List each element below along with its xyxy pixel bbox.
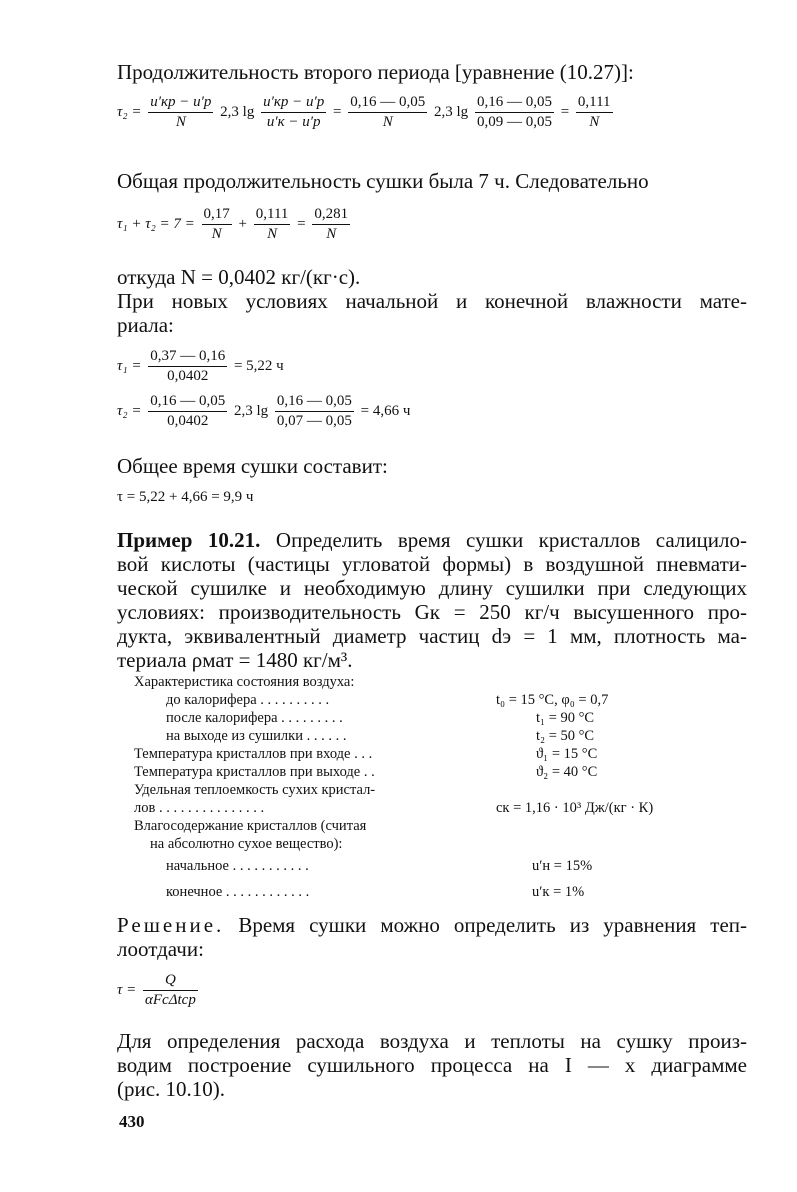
- eq1-frac2-den: u′к − u′р: [266, 114, 321, 130]
- row-value: u′к = 1%: [532, 884, 585, 900]
- equation-tau-total: τ = 5,22 + 4,66 = 9,9 ч: [117, 489, 254, 505]
- table-row: [134, 857, 694, 879]
- eq6-den: αFсΔtср: [145, 992, 196, 1008]
- eq6-num: Q: [143, 972, 198, 991]
- eq2-lhs: τ₁ + τ₂ = 7 =: [117, 216, 195, 232]
- solution-line-2: лоотдачи:: [117, 937, 204, 961]
- eq4-lg: 2,3 lg: [233, 403, 269, 419]
- solution-line-1: [117, 913, 747, 938]
- row-value: ϑ₂ = 40 °C: [536, 764, 598, 780]
- table-row: [134, 763, 694, 781]
- example-line-4: условиях: производительность Gк = 250 кг/ч высушенного про-: [117, 600, 747, 624]
- row-value: t₂ = 50 °C: [536, 728, 595, 744]
- eq3-frac-num: 0,37 — 0,16: [148, 348, 227, 367]
- eq4-frac2-den: 0,07 — 0,05: [276, 413, 352, 429]
- row-value: ϑ₁ = 15 °C: [536, 746, 598, 762]
- equation-tau1-new: [117, 348, 284, 385]
- row-label: Температура кристаллов при входе . . .: [134, 746, 373, 762]
- row-label: после калорифера . . . . . . . . .: [166, 710, 343, 726]
- eq4-frac2-num: 0,16 — 0,05: [275, 393, 354, 412]
- table-row: [134, 691, 694, 709]
- table-row: [134, 781, 694, 799]
- row-label: лов . . . . . . . . . . . . . . .: [134, 800, 265, 816]
- eq4-lhs: τ₂ =: [117, 403, 142, 419]
- equation-tau2-new: [117, 393, 410, 430]
- table-row: [134, 727, 694, 745]
- eq4-rhs: = 4,66 ч: [360, 403, 411, 419]
- example-line-3: ческой сушилке и необходимую длину сушилки при следующих: [117, 576, 747, 600]
- row-value: t₀ = 15 °C, φ₀ = 0,7: [496, 692, 609, 708]
- eq1-lg1: 2,3 lg: [220, 104, 255, 120]
- eq2-frac2-num: 0,111: [254, 206, 291, 225]
- row-label: до калорифера . . . . . . . . . .: [166, 692, 330, 708]
- text-line-total-time: Общее время сушки составит:: [117, 454, 388, 478]
- eq2-equals: =: [297, 216, 306, 232]
- eq1-frac1-num: u′кр − u′р: [148, 94, 213, 113]
- final-line-1: Для определения расхода воздуха и теплоты на сушку произ-: [117, 1029, 747, 1053]
- eq1-frac2-num: u′кр − u′р: [261, 94, 326, 113]
- eq1-frac3-den: N: [382, 114, 393, 130]
- eq3-frac-den: 0,0402: [167, 368, 209, 384]
- text-line-result-N: откуда N = 0,0402 кг/(кг·с).: [117, 265, 361, 289]
- text-line-total-duration: Общая продолжительность сушки была 7 ч. Следовательно: [117, 169, 649, 193]
- equation-tau2-general: [117, 94, 616, 131]
- solution-text-1: Время сушки можно определить из уравнения теп-: [238, 913, 747, 937]
- row-label: Удельная теплоемкость сухих кристал-: [134, 782, 376, 798]
- equation-heat-transfer: [117, 972, 201, 1009]
- eq4-frac1-den: 0,0402: [167, 413, 209, 429]
- example-line-5: дукта, эквивалентный диаметр частиц dэ = 1 мм, плотность ма-: [117, 624, 747, 648]
- eq2-plus: +: [238, 216, 248, 232]
- example-title: Пример 10.21.: [117, 528, 261, 552]
- eq3-lhs: τ₁ =: [117, 358, 142, 374]
- eq1-frac1-den: N: [175, 114, 186, 130]
- conditions-table: [134, 673, 694, 900]
- table-row: [134, 673, 694, 691]
- example-line-6: териала ρмат = 1480 кг/м³.: [117, 648, 353, 672]
- eq1-lhs: τ₂ =: [117, 104, 142, 120]
- final-line-3: (рис. 10.10).: [117, 1077, 226, 1101]
- eq1-equals2: =: [560, 104, 570, 120]
- example-line-2: вой кислоты (частицы угловатой формы) в воздушной пневмати-: [117, 552, 747, 576]
- row-label: конечное . . . . . . . . . . . .: [166, 884, 310, 900]
- eq2-frac1-den: N: [211, 226, 222, 242]
- eq2-frac3-den: N: [326, 226, 337, 242]
- final-line-2: водим построение сушильного процесса на I — x диаграмме: [117, 1053, 747, 1077]
- table-row: [134, 817, 694, 835]
- example-line-1: [117, 528, 747, 553]
- eq6-lhs: τ =: [117, 982, 137, 998]
- eq1-frac5-num: 0,111: [576, 94, 613, 113]
- row-label: на выходе из сушилки . . . . . .: [166, 728, 347, 744]
- table-row: [134, 745, 694, 763]
- text-line-new-conditions-cont: риала:: [117, 313, 174, 337]
- eq2-frac1-num: 0,17: [202, 206, 232, 225]
- table-row: [134, 883, 694, 905]
- example-text-1: Определить время сушки кристаллов салицило-: [275, 528, 748, 552]
- row-value: u′н = 15%: [532, 858, 593, 874]
- solution-word: Решение.: [117, 913, 225, 937]
- eq1-lg2: 2,3 lg: [434, 104, 469, 120]
- row-label: начальное . . . . . . . . . . .: [166, 858, 309, 874]
- eq4-frac1-num: 0,16 — 0,05: [148, 393, 227, 412]
- eq2-frac3-num: 0,281: [312, 206, 350, 225]
- eq1-frac4-num: 0,16 — 0,05: [475, 94, 554, 113]
- text-line-second-period: Продолжительность второго периода [уравнение (10.27)]:: [117, 60, 634, 84]
- eq2-frac2-den: N: [267, 226, 278, 242]
- table-row: [134, 835, 694, 853]
- row-value: t₁ = 90 °C: [536, 710, 595, 726]
- row-label: Температура кристаллов при выходе . .: [134, 764, 375, 780]
- text-line-new-conditions: При новых условиях начальной и конечной влажности мате-: [117, 289, 747, 313]
- table-row: [134, 709, 694, 727]
- eq1-equals: =: [333, 104, 342, 120]
- eq1-frac4-den: 0,09 — 0,05: [476, 114, 552, 130]
- table-row: [134, 799, 694, 817]
- eq3-rhs: = 5,22 ч: [233, 358, 284, 374]
- row-label: Характеристика состояния воздуха:: [134, 674, 355, 690]
- row-label: на абсолютно сухое вещество):: [150, 836, 343, 852]
- equation-tau-sum: [117, 206, 353, 243]
- row-value: cк = 1,16 · 10³ Дж/(кг · К): [496, 800, 654, 816]
- row-label: Влагосодержание кристаллов (считая: [134, 818, 367, 834]
- page-number: 430: [119, 1112, 145, 1131]
- eq1-frac5-den: N: [589, 114, 600, 130]
- eq1-frac3-num: 0,16 — 0,05: [348, 94, 427, 113]
